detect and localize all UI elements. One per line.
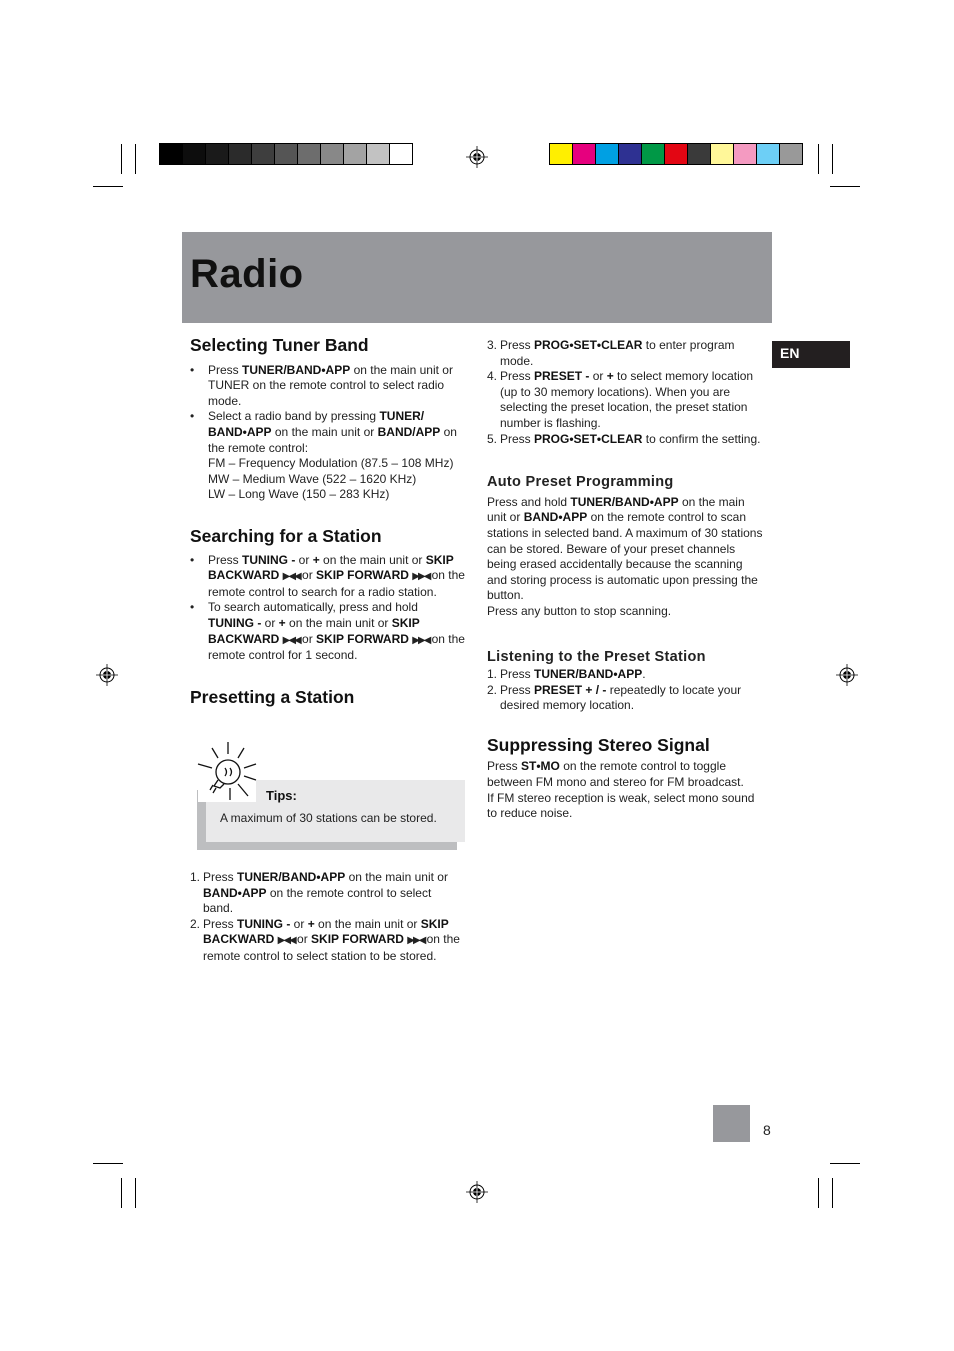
- section-heading-presetting: Presetting a Station: [190, 686, 355, 707]
- color-swatch: [183, 144, 206, 164]
- color-swatch: [734, 144, 757, 164]
- section-heading-stereo: Suppressing Stereo Signal: [487, 734, 710, 755]
- skip-backward-icon: ▶◀◀: [277, 935, 295, 947]
- list-item: [487, 338, 763, 369]
- key-label: TUNING -: [242, 552, 296, 567]
- text: on the main unit or: [487, 494, 745, 525]
- color-swatch: [688, 144, 711, 164]
- key-label: +: [278, 615, 286, 630]
- section-heading-auto: Auto Preset Programming: [487, 474, 674, 491]
- list-item: [190, 870, 464, 917]
- text: Press: [487, 759, 522, 774]
- text: on the main unit or: [314, 916, 421, 931]
- text: .: [642, 667, 646, 682]
- registration-mark-icon: [466, 1181, 488, 1203]
- key-label: SKIP BACKWARD: [203, 916, 449, 947]
- section-heading-listening: Listening to the Preset Station: [487, 648, 706, 665]
- text: or: [295, 552, 313, 567]
- text: on the remote control to select band.: [203, 885, 432, 916]
- text: or: [302, 568, 317, 583]
- key-label: PRESET + / -: [534, 682, 607, 697]
- skip-backward-icon: ▶◀◀: [282, 634, 300, 646]
- tips-text: A maximum of 30 stations can be stored.: [220, 811, 437, 825]
- light-bulb-icon: [192, 738, 262, 808]
- step-number: 2.: [487, 682, 498, 697]
- text: Press: [500, 431, 535, 446]
- section-heading-searching: Searching for a Station: [190, 525, 382, 546]
- color-swatch: [229, 144, 252, 164]
- list-item: [190, 363, 466, 410]
- color-swatch: [344, 144, 367, 164]
- text: Select a radio band by pressing: [208, 409, 380, 424]
- list-item: [190, 917, 464, 965]
- color-swatch: [321, 144, 344, 164]
- crop-mark: [832, 1178, 833, 1208]
- key-label: SKIP FORWARD: [316, 631, 409, 646]
- color-swatch: [206, 144, 229, 164]
- list-item: [190, 553, 466, 601]
- text: or: [589, 369, 607, 384]
- text: or: [302, 631, 317, 646]
- crop-mark: [135, 1178, 136, 1208]
- paragraph: [487, 759, 763, 790]
- text: Press: [208, 552, 243, 567]
- color-swatch: [390, 144, 412, 164]
- right-column: [487, 338, 763, 822]
- key-label: PRESET -: [534, 369, 590, 384]
- key-label: BAND/APP: [377, 424, 441, 439]
- text: to enter program mode.: [500, 338, 735, 368]
- text: on the main unit or TUNER on the remote control to select radio mode.: [208, 362, 453, 408]
- registration-mark-icon: [96, 664, 118, 686]
- list-item: [487, 369, 763, 431]
- paragraph: If FM stereo reception is weak, select mono sound to reduce noise.: [487, 790, 755, 821]
- text: or: [290, 916, 308, 931]
- text: Press: [500, 682, 535, 697]
- presetting-steps: [190, 870, 464, 965]
- key-label: SKIP FORWARD: [316, 568, 409, 583]
- key-label: BAND•APP: [523, 510, 588, 525]
- left-column: [190, 335, 466, 707]
- band-mw: MW – Medium Wave (522 – 1620 KHz): [208, 471, 417, 486]
- registration-mark-icon: [836, 664, 858, 686]
- page-number: 8: [763, 1122, 771, 1138]
- text: on the main unit or: [285, 615, 392, 630]
- list-item: [190, 409, 466, 503]
- color-swatch: [550, 144, 573, 164]
- band-fm: FM – Frequency Modulation (87.5 – 108 MHz): [208, 456, 454, 471]
- crop-mark: [121, 144, 122, 174]
- skip-backward-icon: ▶◀◀: [282, 571, 300, 583]
- crop-mark: [818, 1178, 819, 1208]
- text: Press: [500, 667, 535, 682]
- color-swatch: [298, 144, 321, 164]
- color-swatch: [160, 144, 183, 164]
- key-label: ST•MO: [521, 759, 560, 774]
- color-swatch: [252, 144, 275, 164]
- text: Press: [500, 369, 535, 384]
- section-heading-selecting: Selecting Tuner Band: [190, 335, 369, 355]
- key-label: SKIP FORWARD: [311, 932, 404, 947]
- step-number: 3.: [487, 338, 498, 352]
- crop-mark: [93, 186, 123, 187]
- step-number: 2.: [190, 916, 201, 931]
- text: on the remote control:: [208, 424, 457, 455]
- step-number: 1.: [487, 667, 498, 682]
- text: on the remote control for 1 second.: [208, 631, 465, 663]
- skip-forward-icon: ▶▶◀: [407, 935, 425, 947]
- text: on the main unit or: [271, 424, 378, 439]
- text: to select memory location (up to 30 memory locations). When you are selecting the preset location, the preset station number is flashing.: [500, 369, 754, 430]
- skip-forward-icon: ▶▶◀: [412, 571, 430, 583]
- crop-mark: [832, 144, 833, 174]
- step-number: 1.: [190, 870, 201, 884]
- crop-mark: [830, 1163, 860, 1164]
- key-label: PROG•SET•CLEAR: [534, 338, 643, 352]
- text: or: [297, 932, 312, 947]
- text: on the remote control to select station to be stored.: [203, 932, 460, 963]
- key-label: TUNER/BAND•APP: [570, 494, 679, 509]
- text: on the main unit or: [319, 552, 426, 567]
- text: on the remote control to scan stations in selected band. A maximum of 30 stations can be stored. Beware of your preset channels being erased accidentally because the scanning and storing process is automatic upon pressing the button.: [487, 510, 763, 603]
- skip-forward-icon: ▶▶◀: [412, 634, 430, 646]
- paragraph: [487, 495, 763, 604]
- key-label: TUNING -: [237, 916, 291, 931]
- text: Press and hold: [487, 494, 571, 509]
- page-title: Radio: [190, 252, 304, 296]
- key-label: SKIP BACKWARD: [208, 615, 420, 646]
- crop-mark: [135, 144, 136, 174]
- text: Press: [500, 338, 535, 352]
- color-swatch: [619, 144, 642, 164]
- crop-mark: [93, 1163, 123, 1164]
- tips-label: Tips:: [266, 788, 297, 803]
- key-label: SKIP BACKWARD: [208, 552, 454, 583]
- color-swatch: [275, 144, 298, 164]
- color-calibration-bar: [549, 143, 803, 165]
- step-number: 5.: [487, 431, 498, 446]
- band-lw: LW – Long Wave (150 – 283 KHz): [208, 487, 390, 502]
- key-label: +: [312, 552, 320, 567]
- key-label: +: [606, 369, 614, 384]
- crop-mark: [121, 1178, 122, 1208]
- registration-mark-icon: [466, 146, 488, 168]
- gray-calibration-bar: [159, 143, 413, 165]
- text: Press: [208, 362, 243, 377]
- paragraph: Press any button to stop scanning.: [487, 603, 672, 618]
- text: or: [261, 615, 279, 630]
- color-swatch: [573, 144, 596, 164]
- crop-mark: [818, 144, 819, 174]
- key-label: TUNER/BAND•APP: [237, 870, 346, 884]
- text: on the remote control to toggle between FM mono and stereo for FM broadcast.: [487, 759, 744, 790]
- list-item: [487, 432, 763, 448]
- text: To search automatically, press and hold: [208, 600, 418, 615]
- text: repeatedly to locate your desired memory location.: [500, 682, 742, 713]
- key-label: TUNER/BAND•APP: [242, 362, 351, 377]
- page-number-box: [713, 1105, 750, 1142]
- step-number: 4.: [487, 369, 498, 384]
- color-swatch: [665, 144, 688, 164]
- list-item: [487, 667, 763, 683]
- text: Press: [203, 870, 238, 884]
- color-swatch: [367, 144, 390, 164]
- key-label: +: [307, 916, 315, 931]
- text: on the main unit or: [345, 870, 448, 884]
- key-label: PROG•SET•CLEAR: [534, 431, 643, 446]
- list-item: [487, 683, 763, 714]
- key-label: TUNING -: [208, 615, 262, 630]
- color-swatch: [642, 144, 665, 164]
- list-item: [190, 600, 466, 663]
- text: Press: [203, 916, 238, 931]
- key-label: BAND•APP: [203, 885, 267, 900]
- color-swatch: [596, 144, 619, 164]
- color-swatch: [711, 144, 734, 164]
- key-label: TUNER/ BAND•APP: [208, 409, 425, 439]
- color-swatch: [780, 144, 802, 164]
- language-tab: EN: [772, 341, 850, 368]
- color-swatch: [757, 144, 780, 164]
- text: on the remote control to search for a radio station.: [208, 568, 465, 599]
- text: to confirm the setting.: [642, 431, 761, 446]
- crop-mark: [830, 186, 860, 187]
- key-label: TUNER/BAND•APP: [534, 667, 643, 682]
